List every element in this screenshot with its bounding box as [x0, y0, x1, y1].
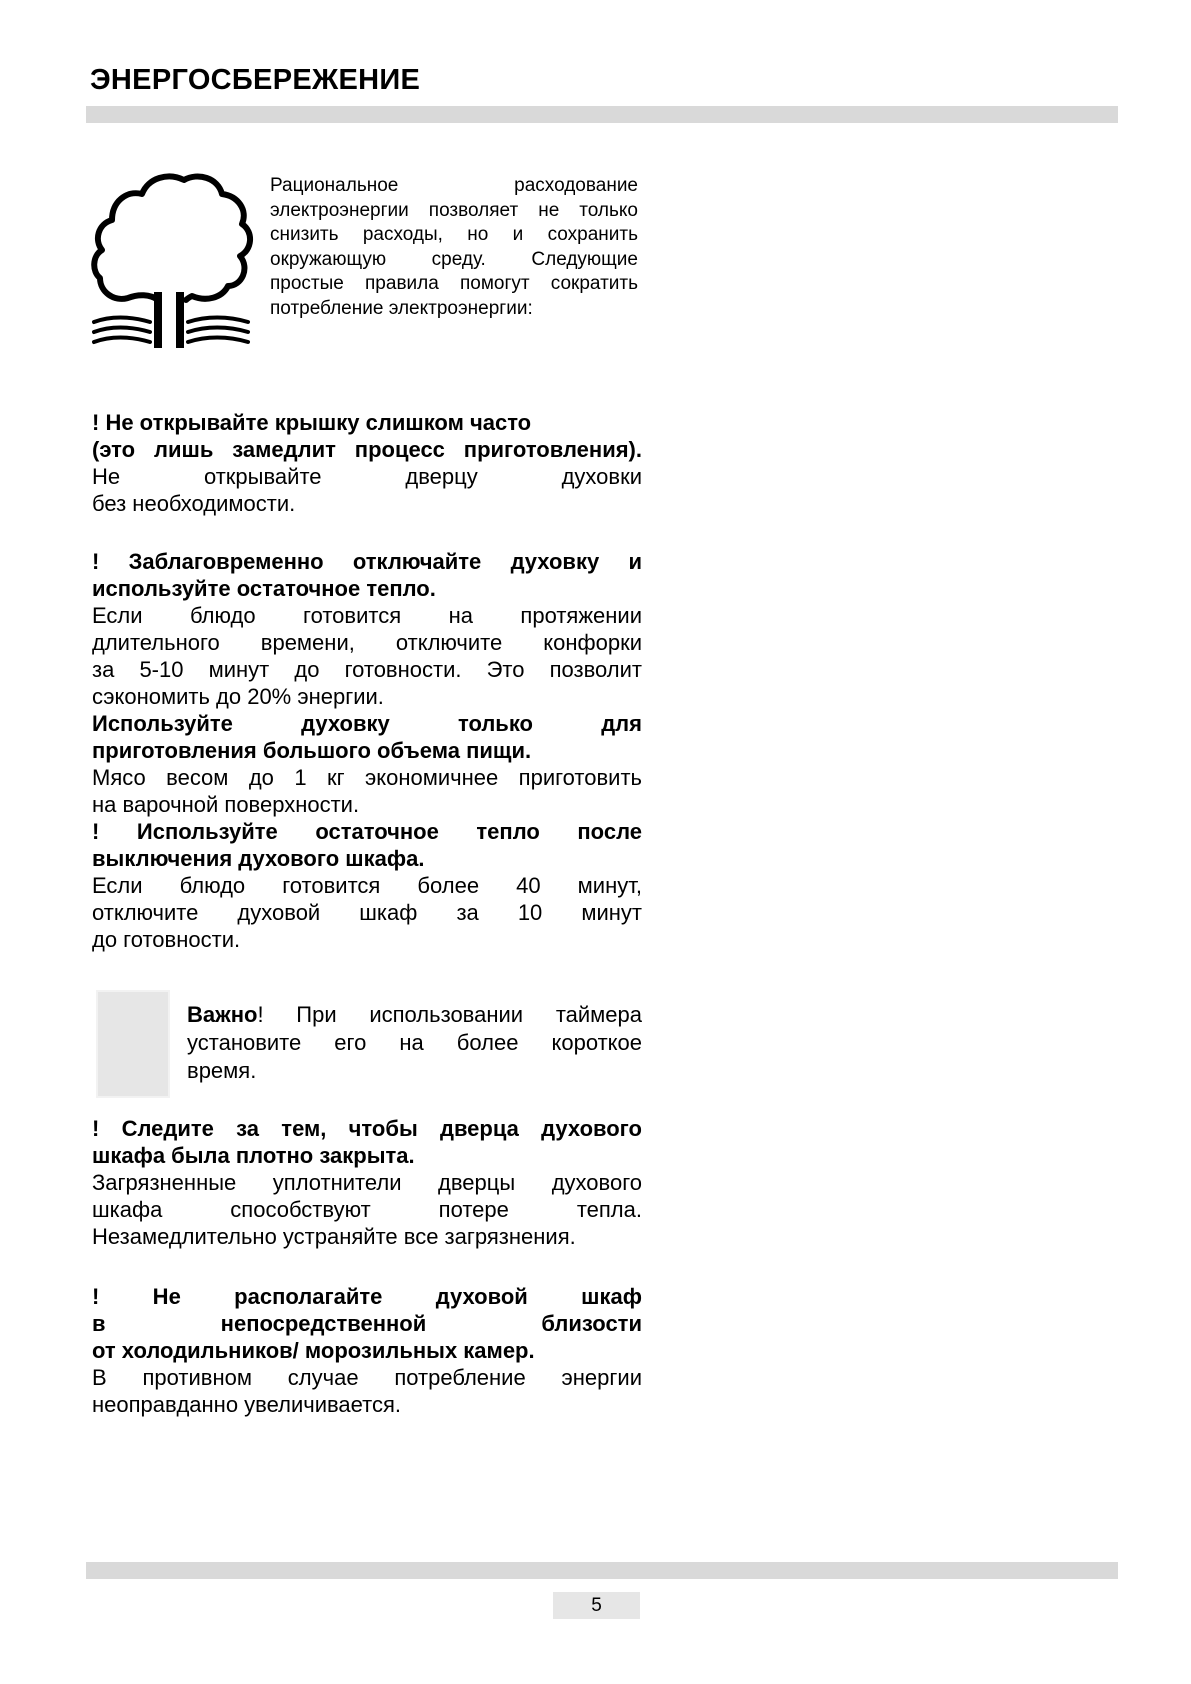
tip-text: на варочной поверхности. [92, 792, 360, 817]
note-text: ! При использовании таймера [257, 1002, 642, 1027]
tip-text: длительного времени, отключите конфорки [92, 630, 642, 655]
tip-heading: ! Следите за тем, чтобы дверца духового [92, 1116, 642, 1141]
tip-block [92, 710, 642, 818]
tip-text: до готовности. [92, 927, 241, 952]
intro-line: потребление электроэнергии: [270, 297, 533, 319]
tip-heading: используйте остаточное тепло. [92, 576, 436, 601]
page-title: ЭНЕРГОСБЕРЕЖЕНИЕ [90, 64, 421, 96]
eco-tree-icon [90, 170, 255, 350]
tip-text: шкафа способствуют потере тепла. [92, 1197, 642, 1222]
tip-heading: Используйте духовку только для [92, 711, 642, 736]
tip-heading: ! Заблаговременно отключайте духовку и [92, 549, 642, 574]
intro-line: Рациональное расходование [270, 175, 638, 196]
tip-heading: ! Не располагайте духовой шкаф [92, 1284, 642, 1309]
footer-divider [86, 1562, 1118, 1579]
note-line: установите его на более короткое [187, 1030, 642, 1055]
tip-text: отключите духовой шкаф за 10 минут [92, 900, 642, 925]
tip-text: Незамедлительно устраняйте все загрязнения. [92, 1224, 576, 1249]
tip-text: В противном случае потребление энергии [92, 1365, 642, 1390]
tip-block [92, 1283, 642, 1418]
intro-line: снизить расходы, но и сохранить [270, 224, 638, 245]
note-marker [96, 990, 170, 1098]
tip-text: сэкономить до 20% энергии. [92, 684, 384, 709]
page-number: 5 [553, 1592, 640, 1619]
tip-text: Если блюдо готовится более 40 минут, [92, 873, 642, 898]
tip-text: Загрязненные уплотнители дверцы духового [92, 1170, 642, 1195]
tip-heading: ! Не открывайте крышку слишком часто [92, 410, 532, 435]
tip-block [92, 1115, 642, 1250]
tip-text: без необходимости. [92, 491, 296, 516]
note-line [187, 1001, 642, 1029]
tip-text: неоправданно увеличивается. [92, 1392, 402, 1417]
intro-paragraph [270, 174, 638, 321]
tip-block [92, 409, 642, 517]
tip-heading: (это лишь замедлит процесс приготовления). [92, 437, 642, 462]
tip-block [92, 548, 642, 710]
tip-heading: выключения духового шкафа. [92, 846, 425, 871]
header-divider [86, 106, 1118, 123]
tip-heading: в непосредственной близости [92, 1311, 642, 1336]
tip-text: за 5-10 минут до готовности. Это позволит [92, 657, 642, 682]
intro-line: электроэнергии позволяет не только [270, 199, 638, 221]
tip-text: Не открывайте дверцу духовки [92, 464, 642, 489]
note-line: время. [187, 1058, 257, 1083]
tip-text: Если блюдо готовится на протяжении [92, 603, 642, 628]
tip-heading: ! Используйте остаточное тепло после [92, 819, 642, 844]
tip-heading: от холодильников/ морозильных камер. [92, 1338, 535, 1363]
note-label: Важно [187, 1002, 258, 1027]
tip-text: Мясо весом до 1 кг экономичнее приготовить [92, 765, 642, 790]
important-note [187, 1001, 642, 1085]
intro-line: окружающую среду. Следующие [270, 248, 638, 270]
tip-heading: шкафа была плотно закрыта. [92, 1143, 415, 1168]
intro-line: простые правила помогут сократить [270, 273, 638, 294]
tip-block [92, 818, 642, 953]
tip-heading: приготовления большого объема пищи. [92, 738, 532, 763]
